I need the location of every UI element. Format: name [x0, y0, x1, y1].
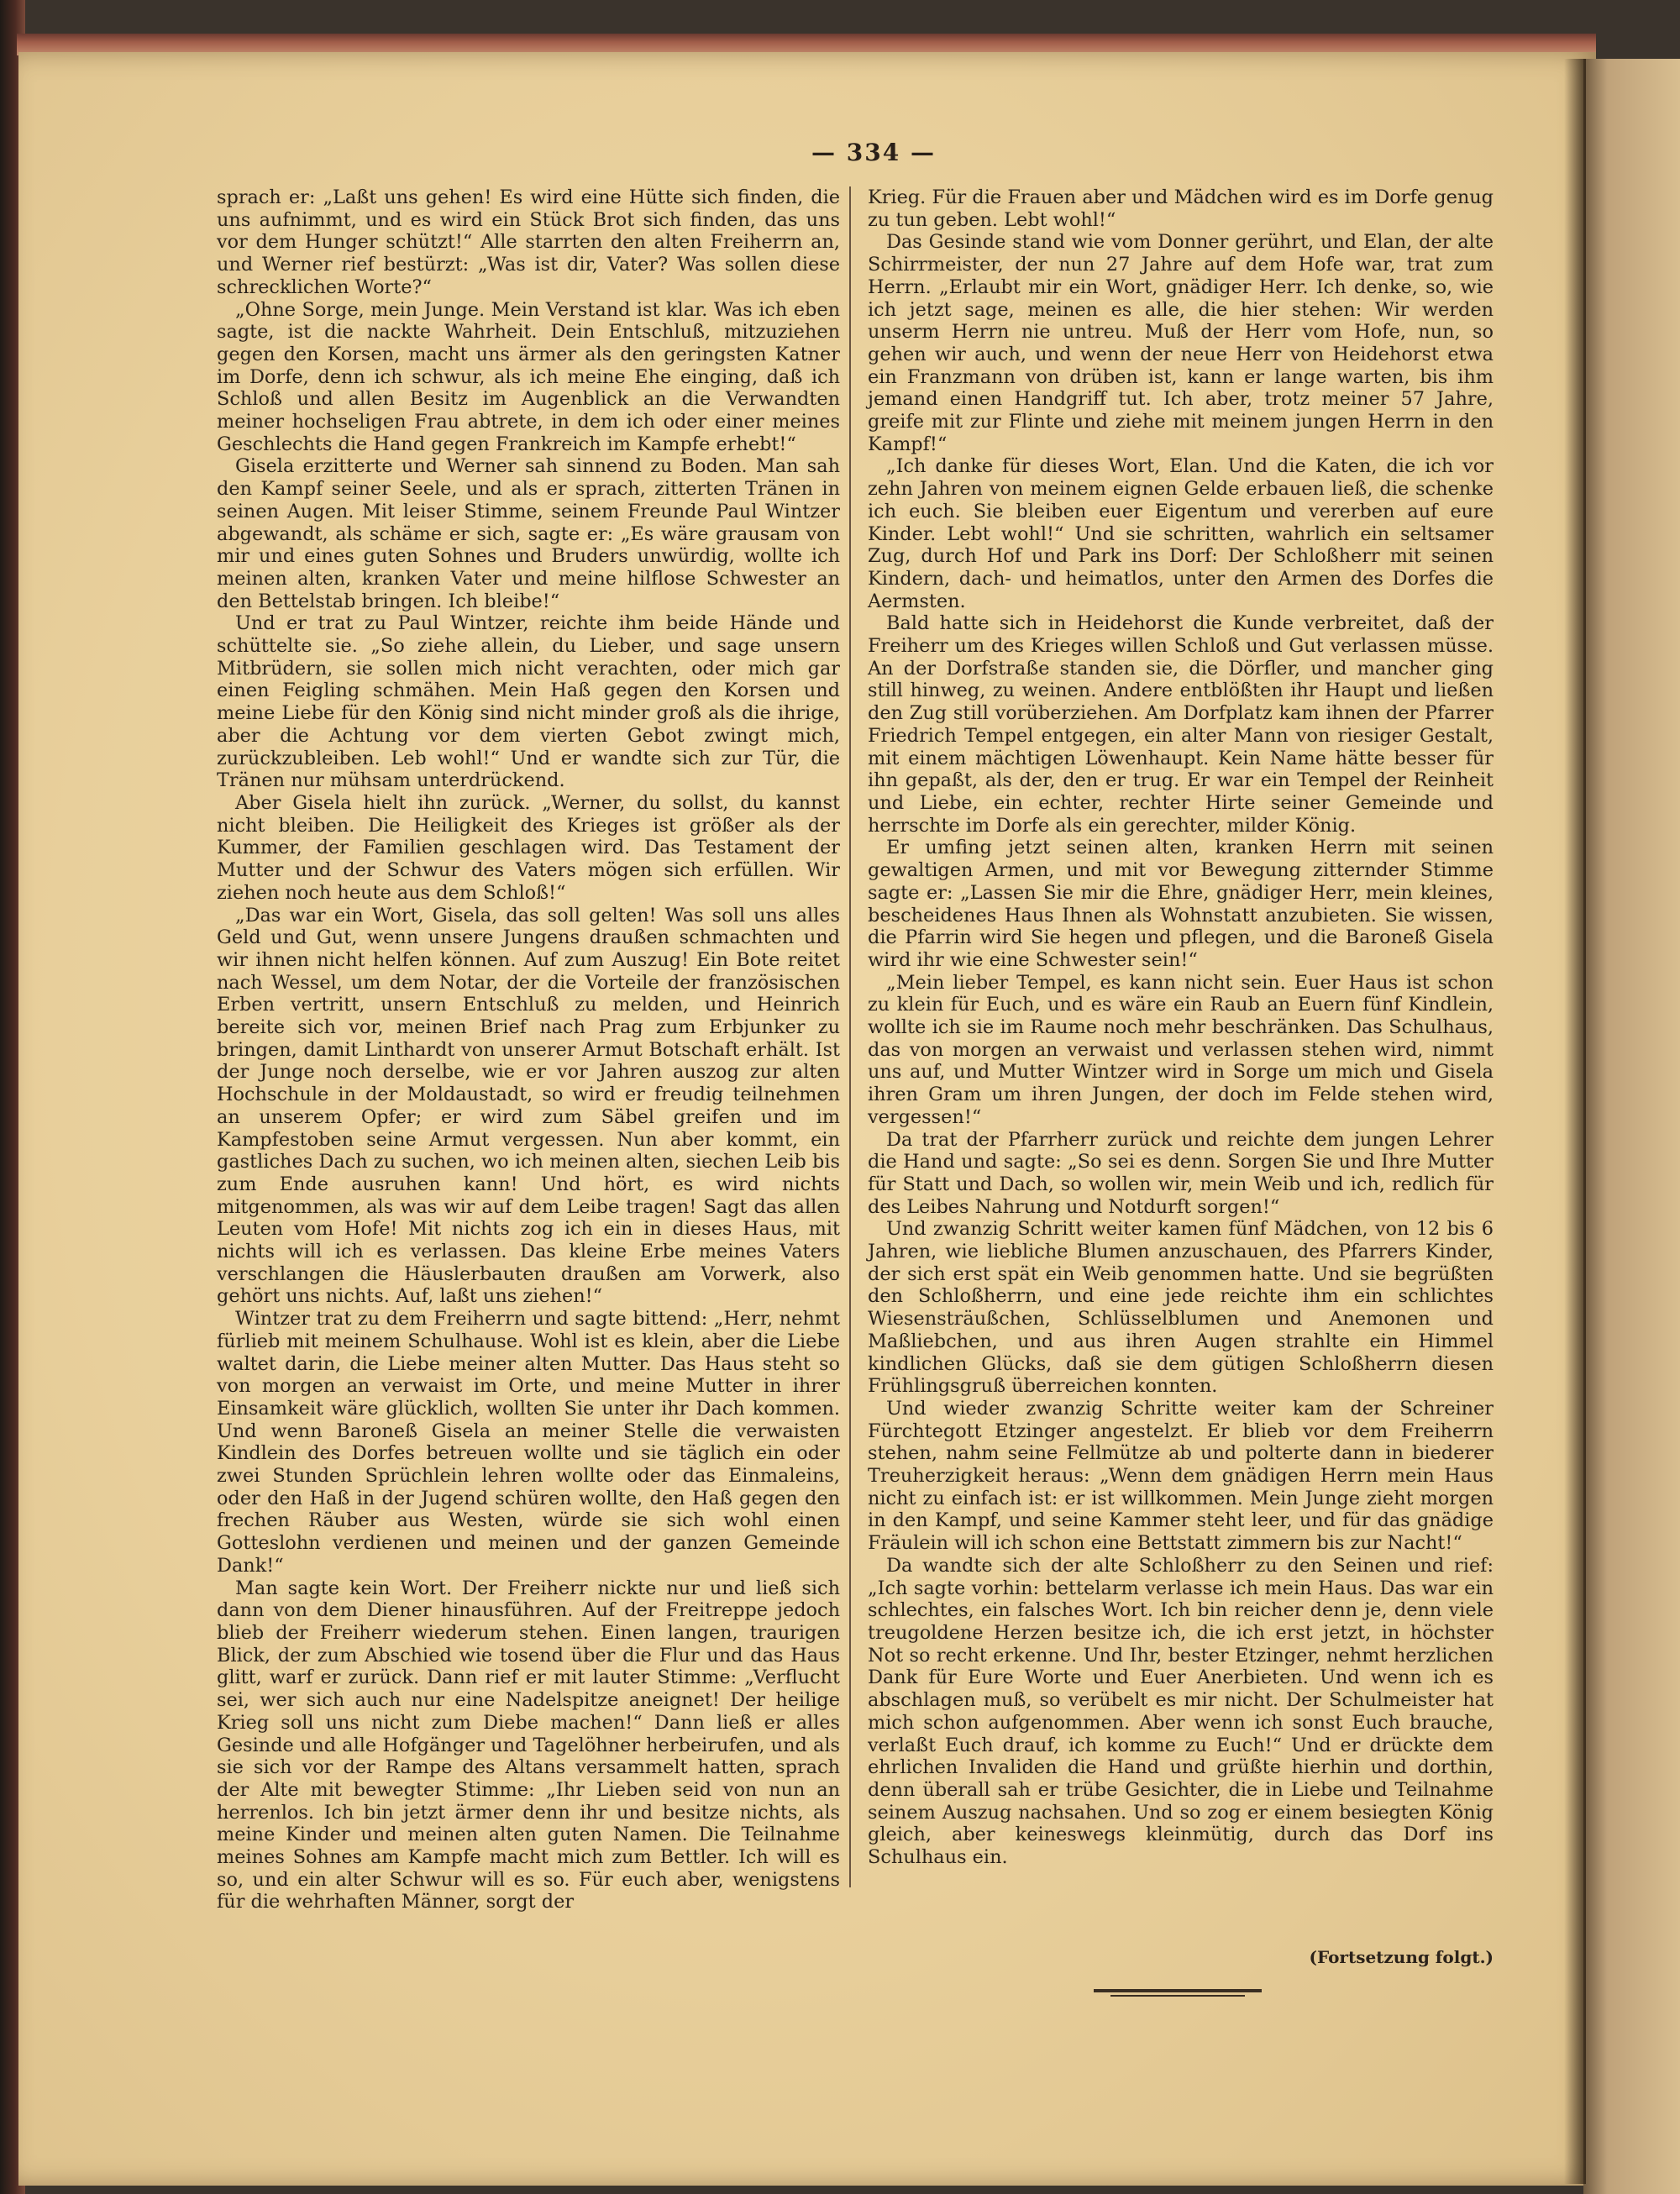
- paragraph: Man sagte kein Wort. Der Freiherr nickte nur und ließ sich dann von dem Diener hinausführen. Auf der Freitreppe jedoch blieb der Freiherr wiederum stehen. Einen langen, traurigen Blick, der zum Abschied wie tosend über die Flur und das Haus glitt, warf er zurück. Dann rief er mit lauter Stimme: „Verflucht sei, wer sich auch nur eine Nadelspitze aneignet! Der heilige Krieg soll uns nicht zum Diebe machen!“ Dann ließ er alles Gesinde und alle Hofgänger und Tagelöhner herbeirufen, und als sie sich vor der Rampe des Altans versammelt hatten, sprach der Alte mit bewegter Stimme: „Ihr Lieben seid von nun an herrenlos. Ich bin jetzt ärmer denn ihr und besitze nichts, als meine Kinder und meinen alten guten Namen. Die Teilnahme meines Sohnes am Kampfe macht mich zum Bettler. Ich will es so, und ein alter Schwur will es so. Für euch aber, wenigstens für die wehrhaften Männer, sorgt der: [217, 1577, 840, 1913]
- text-column-right: [868, 186, 1494, 1869]
- paragraph: Er umfing jetzt seinen alten, kranken Herrn mit seinen gewaltigen Armen, und mit vor Bewegung zitternder Stimme sagte er: „Lassen Sie mir die Ehre, gnädiger Herr, mein kleines, bescheidenes Haus Ihnen als Wohnstatt anzubieten. Sie wissen, die Pfarrin wird Sie hegen und pflegen, und die Baroneß Gisela wird ihr wie eine Schwester sein!“: [868, 837, 1494, 971]
- paragraph: Aber Gisela hielt ihn zurück. „Werner, du sollst, du kannst nicht bleiben. Die Heiligkeit des Krieges ist größer als der Kummer, der Familien geschlagen wird. Das Testament der Mutter und der Schwur des Vaters mögen sich erfüllen. Wir ziehen noch heute aus dem Schloß!“: [217, 791, 840, 904]
- paragraph: „Das war ein Wort, Gisela, das soll gelten! Was soll uns alles Geld und Gut, wenn unsere Jungens draußen schmachten und wir ihnen nicht helfen können. Auf zum Auszug! Ein Bote reitet nach Wessel, um dem Notar, der die Vorteile der französischen Erben vertritt, unsern Entschluß zu melden, und Heinrich bereite sich vor, meinen Brief nach Prag zum Erbjunker zu bringen, damit Linthardt von unserer Armut Botschaft erhält. Ist der Junge noch derselbe, wie er vor Jahren auszog zur alten Hochschule in der Moldaustadt, so wird er freudig teilnehmen an unserem Opfer; er wird zum Säbel greifen und im Kampfestoben seine Armut vergessen. Nun aber kommt, ein gastliches Dach zu suchen, wo ich meinen alten, siechen Leib bis zum Ende ausruhen kann! Und hört, es wird nichts mitgenommen, als was wir auf dem Leibe tragen! Sagt das allen Leuten vom Hofe! Mit nichts zog ich ein in dieses Haus, mit nichts will ich es verlassen. Das kleine Erbe meines Vaters verschlangen die Häuslerbauten draußen am Vorwerk, also gehört uns nichts. Auf, laßt uns ziehen!“: [217, 904, 840, 1308]
- paragraph: Bald hatte sich in Heidehorst die Kunde verbreitet, daß der Freiherr um des Krieges willen Schloß und Gut verlassen müsse. An der Dorfstraße standen sie, die Dörfler, und mancher ging still hinweg, zu weinen. Andere entblößten ihr Haupt und ließen den Zug still vorüberziehen. Am Dorfplatz kam ihnen der Pfarrer Friedrich Tempel entgegen, ein alter Mann von riesiger Gestalt, mit einem mächtigen Löwenhaupt. Kein Name hätte besser für ihn gepaßt, als der, den er trug. Er war ein Tempel der Reinheit und Liebe, ein echter, rechter Hirte seiner Gemeinde und herrschte im Dorfe als ein gerechter, milder König.: [868, 612, 1494, 837]
- paragraph: sprach er: „Laßt uns gehen! Es wird eine Hütte sich finden, die uns aufnimmt, und es wird ein Stück Brot sich finden, das uns vor dem Hunger schützt!“ Alle starrten den alten Freiherrn an, und Werner rief bestürzt: „Was ist dir, Vater? Was sollen diese schrecklichen Worte?“: [217, 186, 840, 298]
- paragraph: Da trat der Pfarrherr zurück und reichte dem jungen Lehrer die Hand und sagte: „So sei es denn. Sorgen Sie und Ihre Mutter für Statt und Dach, so wollen wir, mein Weib und ich, redlich für des Leibes Nahrung und Notdurft sorgen!“: [868, 1128, 1494, 1218]
- paragraph: Das Gesinde stand wie vom Donner gerührt, und Elan, der alte Schirrmeister, der nun 27 Jahre auf dem Hofe war, trat zum Herrn. „Erlaubt mir ein Wort, gnädiger Herr. Ich denke, so, wie ich jetzt sage, meinen es alle, die hier stehen: Wir werden unserm Herrn nie untreu. Muß der Herr vom Hofe, nun, so gehen wir auch, und wenn der neue Herr von Heidehorst etwa ein Franzmann von drüben ist, kann er lange warten, bis ihm jemand einen Handgriff tut. Ich aber, trotz meiner 57 Jahre, greife mit zur Flinte und ziehe mit meinem jungen Herrn in den Kampf!“: [868, 231, 1494, 455]
- column-divider: [849, 186, 851, 1887]
- paragraph: „Ich danke für dieses Wort, Elan. Und die Katen, die ich vor zehn Jahren von meinem eignen Gelde erbauen ließ, die schenke ich euch. Sie bleiben euer Eigentum und vererben auf eure Kinder. Lebt wohl!“ Und sie schritten, wahrlich ein seltsamer Zug, durch Hof und Park ins Dorf: Der Schloßherr mit seinen Kindern, dach- und heimatlos, unter den Armen des Dorfes die Aermsten.: [868, 455, 1494, 612]
- adjacent-page-edge: [1583, 59, 1680, 2194]
- paragraph: „Ohne Sorge, mein Junge. Mein Verstand ist klar. Was ich eben sagte, ist die nackte Wahrheit. Dein Entschluß, mitzuziehen gegen den Korsen, macht uns ärmer als den geringsten Katner im Dorfe, denn ich schwur, als ich meine Ehe einging, daß ich Schloß und allen Besitz im Augenblick an die Verwandten meiner hochseligen Frau abtrete, in dem ich oder einer meines Geschlechts die Hand gegen Frankreich im Kampfe erhebt!“: [217, 298, 840, 455]
- end-rule: [1094, 1989, 1262, 1992]
- page-number: — 334 —: [811, 139, 936, 166]
- paragraph: Und wieder zwanzig Schritte weiter kam der Schreiner Fürchtegott Etzinger angestelzt. Er blieb vor dem Freiherrn stehen, nahm seine Fellmütze ab und polterte dann in biederer Treuherzigkeit heraus: „Wenn dem gnädigen Herrn mein Haus nicht zu einfach ist: er ist willkommen. Mein Junge zieht morgen in den Kampf, und seine Kammer steht leer, und für das gnädige Fräulein will ich schon eine Bettstatt zimmern bis zur Nacht!“: [868, 1397, 1494, 1555]
- paragraph: Da wandte sich der alte Schloßherr zu den Seinen und rief: „Ich sagte vorhin: bettelarm verlasse ich mein Haus. Das war ein schlechtes, ein falsches Wort. Ich bin reicher denn je, denn viele treugoldene Herzen besitze ich, die ich erst jetzt, in höchster Not so recht erkenne. Und Ihr, bester Etzinger, nehmt herzlichen Dank für Eure Worte und Euer Anerbieten. Und wenn ich es abschlagen muß, so verübelt es mir nicht. Der Schulmeister hat mich schon aufgenommen. Aber wenn ich sonst Euch brauche, verlaßt Euch drauf, ich komme zu Euch!“ Und er drückte dem ehrlichen Invaliden die Hand und grüßte hierhin und dorthin, denn überall sah er trübe Gesichter, die in Liebe und Teilnahme seinem Auszug nachsahen. Und so zog er einem besiegten König gleich, aber keineswegs kleinmütig, durch das Dorf ins Schulhaus ein.: [868, 1554, 1494, 1869]
- paragraph: „Mein lieber Tempel, es kann nicht sein. Euer Haus ist schon zu klein für Euch, und es wäre ein Raub an Euern fünf Kindlein, wollte ich sie im Raume noch mehr beschränken. Das Schulhaus, das von morgen an verwaist und verlassen stehen wird, nimmt uns auf, und Mutter Wintzer wird in Sorge um mich und Gisela ihren Gram um ihren Jungen, der doch im Felde stehen wird, vergessen!“: [868, 971, 1494, 1128]
- continued-note: (Fortsetzung folgt.): [1309, 1947, 1494, 1967]
- paragraph: Gisela erzitterte und Werner sah sinnend zu Boden. Man sah den Kampf seiner Seele, und als er sprach, zitterten Tränen in seinen Augen. Mit leiser Stimme, seinem Freunde Paul Wintzer abgewandt, als schäme er sich, sagte er: „Es wäre grausam von mir und eines guten Sohnes und Bruders unwürdig, wollte ich meinen alten, kranken Vater und meine hilflose Schwester an den Bettelstab bringen. Ich bleibe!“: [217, 455, 840, 612]
- text-column-left: [217, 186, 840, 1913]
- paragraph: Und er trat zu Paul Wintzer, reichte ihm beide Hände und schüttelte sie. „So ziehe allein, du Lieber, und sage unsern Mitbrüdern, sie sollen mich nicht verachten, oder mich gar einen Feigling schmähen. Mein Haß gegen den Korsen und meine Liebe für den König sind nicht minder groß als die ihrige, aber die Achtung vor dem vierten Gebot zwingt mich, zurückzubleiben. Leb wohl!“ Und er wandte sich zur Tür, die Tränen nur mühsam unterdrückend.: [217, 612, 840, 792]
- paragraph: Krieg. Für die Frauen aber und Mädchen wird es im Dorfe genug zu tun geben. Lebt wohl!“: [868, 186, 1494, 231]
- end-rule-thin: [1110, 1995, 1245, 1997]
- paragraph: Und zwanzig Schritt weiter kamen fünf Mädchen, von 12 bis 6 Jahren, wie liebliche Blumen anzuschauen, des Pfarrers Kinder, der sich erst spät ein Weib genommen hatte. Und sie begrüßten den Schloßherrn, und eine jede reichte ihm ein schlichtes Wiesensträußchen, Schlüsselblumen und Anemonen und Maßliebchen, und aus ihren Augen strahlte ein Himmel kindlichen Glücks, daß sie dem gütigen Schloßherrn diesen Frühlingsgruß überreichen konnten.: [868, 1218, 1494, 1398]
- paragraph: Wintzer trat zu dem Freiherrn und sagte bittend: „Herr, nehmt fürlieb mit meinem Schulhause. Wohl ist es klein, aber die Liebe waltet darin, die Liebe meiner alten Mutter. Das Haus steht so von morgen an verwaist im Orte, und meine Mutter in ihrer Einsamkeit wäre glücklich, wollten Sie unter ihr Dach kommen. Und wenn Baroneß Gisela an meiner Stelle die verwaisten Kindlein des Dorfes betreuen wollte und sie täglich ein oder zwei Stunden Sprüchlein lehren wollte oder das Einmaleins, oder den Haß in der Jugend schüren wollte, den Haß gegen den frechen Räuber aus Westen, würde sie sich wohl einen Gotteslohn verdienen und meinen und der ganzen Gemeinde Dank!“: [217, 1308, 840, 1577]
- page-gutter-shadow: [1564, 59, 1586, 2184]
